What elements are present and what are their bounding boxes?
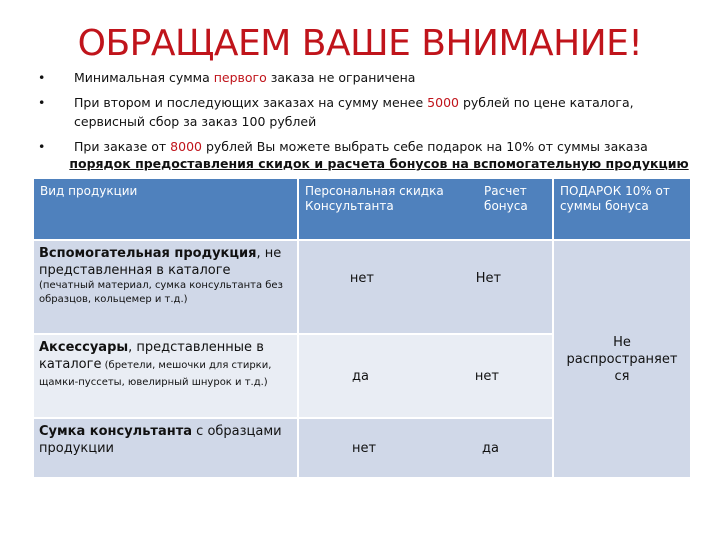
table-header-row [33, 178, 691, 240]
page-title: ОБРАЩАЕМ ВАШЕ ВНИМАНИЕ! [77, 23, 643, 64]
bonus-value: Нет [475, 271, 502, 286]
bullet-marker: • [38, 95, 46, 110]
product-cell [33, 334, 298, 418]
bullet-marker: • [38, 139, 46, 154]
table-row [33, 240, 691, 334]
bullet-text: Минимальная сумма [74, 70, 214, 85]
bullet-highlight: 5000 [427, 95, 459, 110]
bullet-text: рублей Вы можете выбрать себе подарок на 10% от суммы заказа [201, 139, 648, 154]
bonus-value: нет [474, 369, 499, 384]
values-cell [298, 334, 553, 418]
bullet-highlight: 8000 [170, 139, 202, 154]
discount-value: нет [351, 441, 377, 456]
bullet-highlight: первого [213, 70, 267, 85]
product-desc: с образцами продукции [39, 424, 282, 456]
product-name: Аксессуары [39, 340, 129, 355]
values-cell [298, 418, 553, 478]
list-item [38, 68, 678, 87]
header-bonus: Расчет бонуса [484, 184, 528, 213]
discount-table [32, 177, 692, 479]
header-discount: Персональная скидка Консультанта [305, 184, 444, 213]
product-cell [33, 240, 298, 334]
gift-cell [553, 240, 691, 478]
bullet-text: заказа не ограничена [266, 70, 416, 85]
values-cell [298, 240, 553, 334]
conditions-list [38, 68, 678, 162]
product-note: (печатный материал, сумка консультанта без образцов, кольцемер и т.д.) [39, 280, 283, 305]
header-gift: ПОДАРОК 10% от суммы бонуса [553, 178, 691, 240]
list-item [38, 137, 678, 156]
list-item [38, 93, 678, 131]
product-note: (бретели, мешочки для стирки, щамки-пуссеты, ювелирный шнурок и т.д.) [39, 360, 272, 388]
bullet-text: При втором и последующих заказах на сумму менее [74, 95, 428, 110]
product-name: Вспомогательная продукция [39, 246, 257, 261]
bullet-text: рублей по цене каталога, сервисный сбор за заказ 100 рублей [74, 95, 634, 129]
discount-value: да [351, 369, 369, 384]
header-product: Вид продукции [33, 178, 298, 240]
product-cell [33, 418, 298, 478]
gift-value: Не распространяет ся [566, 334, 678, 384]
product-desc: , не представленная в каталоге [39, 246, 282, 278]
bullet-marker: • [38, 70, 46, 85]
table-caption: порядок предоставления скидок и расчета бонусов на вспомогательную продукцию [69, 156, 689, 171]
header-discount-bonus [298, 178, 553, 240]
bonus-value: да [482, 441, 499, 456]
discount-value: нет [349, 271, 374, 286]
bullet-text: При заказе от [74, 139, 171, 154]
product-desc: , представленные в каталоге [39, 340, 264, 372]
product-name: Сумка консультанта [39, 424, 193, 439]
